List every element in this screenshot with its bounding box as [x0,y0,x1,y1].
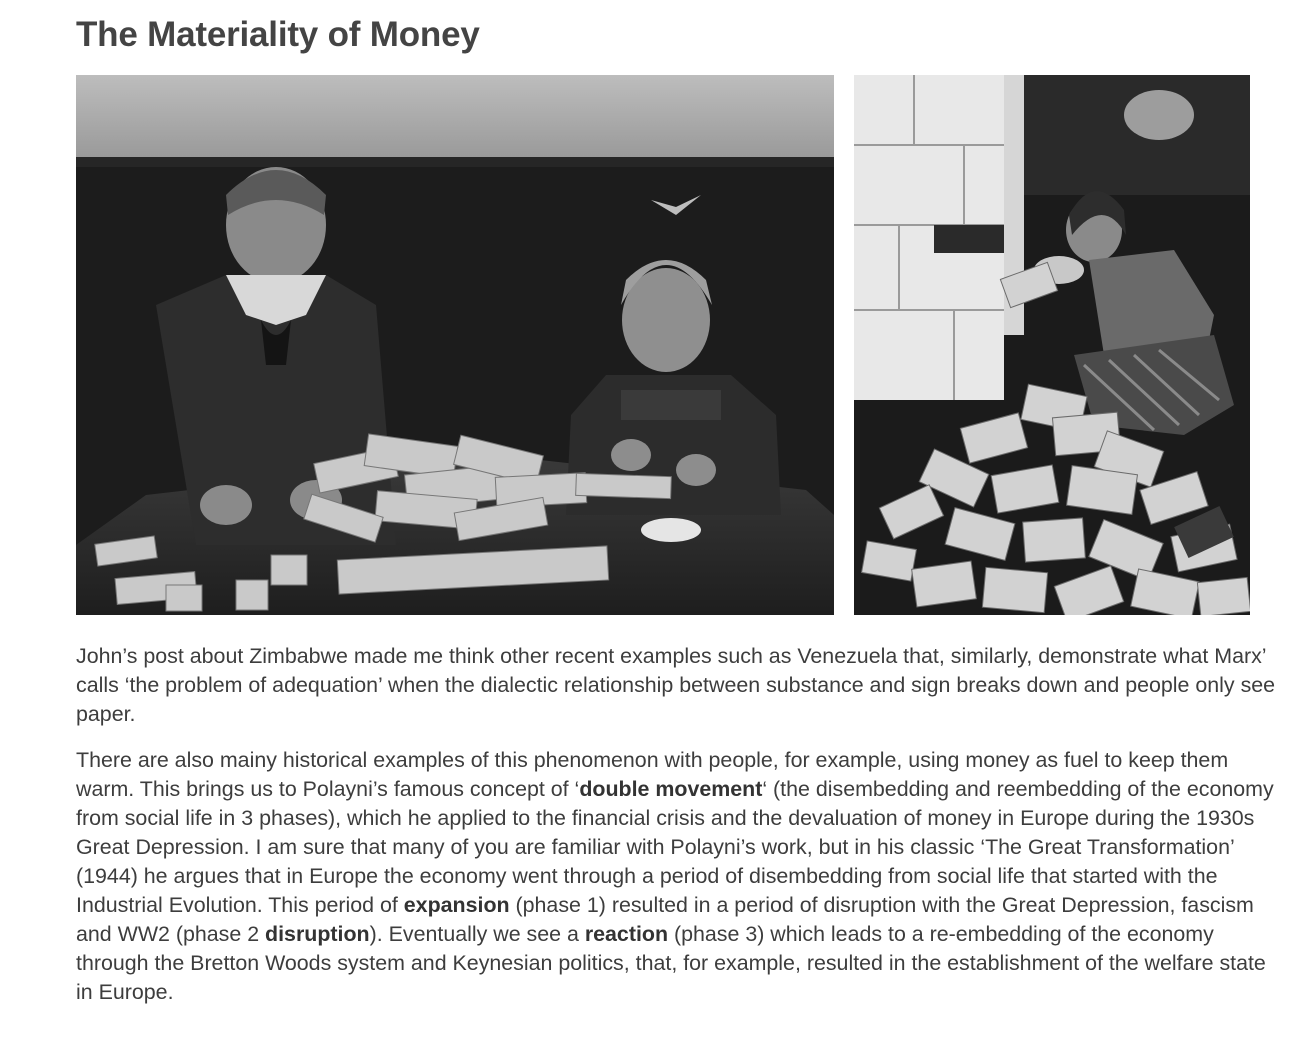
text-segment: (phase 1) resulted in a period of disruption with the Great Depression, fascism and WW2 (phase 2 [76,893,1254,946]
text-segment: ). Eventually we see a [369,922,585,946]
term-double-movement: double movement [579,777,763,801]
article-title: The Materiality of Money [76,15,480,54]
photo-woman-burning-banknotes [854,75,1250,615]
article [76,0,1286,1004]
term-expansion: expansion [403,893,510,917]
photo-children-with-banknotes [76,75,834,615]
term-disruption: disruption [265,922,370,946]
term-reaction: reaction [584,922,669,946]
text-segment: There are also mainy historical examples of this phenomenon with people, for example, using money as fuel to keep them warm. This brings us to Polayni’s famous concept of ‘ [76,748,1229,801]
photo-row [76,75,1251,615]
paragraph-zimbabwe: John’s post about Zimbabwe made me think other recent examples such as Venezuela that, similarly, demonstrate what Marx’ calls ‘the problem of adequation’ when the dialectic relationship between substance and sign breaks down and people only see paper. [76,644,1276,726]
article-body [76,642,1286,1024]
text-segment: ‘ (the disembedding and reembedding of the economy from social life in 3 phases), which he applied to the financial crisis and the devaluation of money in Europe during the 1930s Great Depression. I am sure that many of you are familiar with Polayni’s work, but in his classic ‘The Great Transformation’ (1944) he argues that in Europe the economy went through a period of disembedding from social life that started with the Industrial Evolution. This period of [76,777,1274,917]
text-segment: (phase 3) which leads to a re-embedding of the economy through the Bretton Woods system and Keynesian politics, that, for example, resulted in the establishment of the welfare state in Europe. [76,922,1266,1004]
paragraph-polanyi [76,746,1286,1007]
